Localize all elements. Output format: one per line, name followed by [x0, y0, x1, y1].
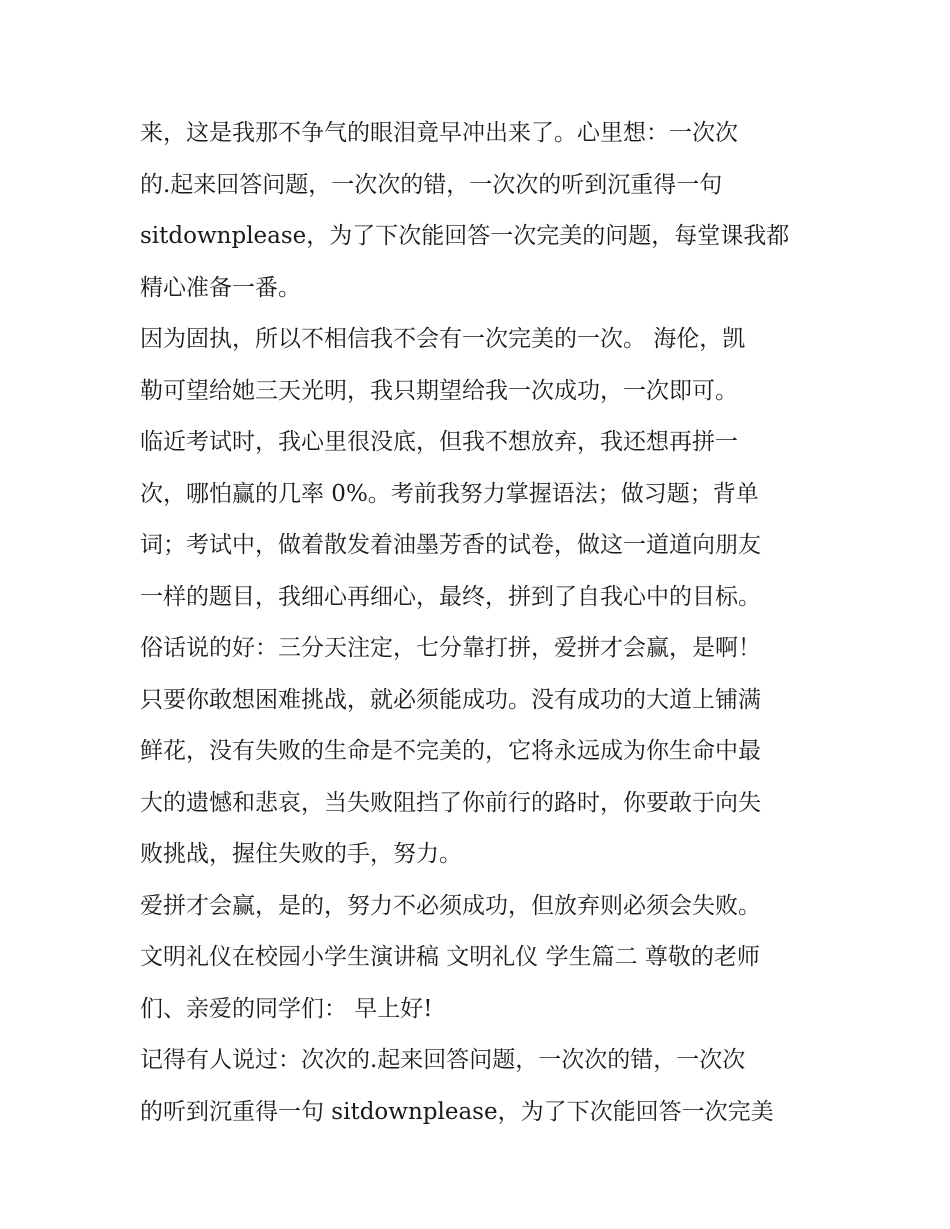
text-line: 因为固执，所以不相信我不会有一次完美的一次。 海伦，凯	[140, 326, 746, 352]
text-line: 次，哪怕赢的几率 0%。考前我努力掌握语法；做习题；背单	[140, 480, 759, 507]
text-line: 俗话说的好：三分天注定，七分靠打拼，爱拼才会赢，是啊！	[140, 635, 761, 661]
text-line: 鲜花，没有失败的生命是不完美的，它将永远成为你生命中最	[140, 738, 761, 764]
body-text	[140, 108, 830, 1138]
text-line: 的.起来回答问题，一次次的错，一次次的听到沉重得一句	[140, 171, 723, 198]
text-line: 精心准备一番。	[140, 274, 301, 301]
text-line: 只要你敢想困难挑战，就必须能成功。没有成功的大道上铺满	[140, 686, 761, 713]
text-line: 爱拼才会赢，是的，努力不必须成功，但放弃则必须会失败。	[140, 892, 761, 919]
text-line: 败挑战，握住失败的手，努力。	[140, 841, 462, 867]
text-line: 大的遗憾和悲哀，当失败阻挡了你前行的路时，你要敢于向失	[140, 789, 761, 816]
text-line: 来，这是我那不争气的眼泪竟早冲出来了。心里想：一次次	[140, 120, 738, 146]
text-line: sitdownplease，为了下次能回答一次完美的问题，每堂课我都	[140, 223, 790, 249]
text-line: 的听到沉重得一句 sitdownplease，为了下次能回答一次完美	[140, 1098, 774, 1125]
text-line: 记得有人说过：次次的.起来回答问题，一次次的错，一次次	[140, 1047, 746, 1073]
text-line: 文明礼仪在校园小学生演讲稿 文明礼仪 学生篇二 尊敬的老师	[140, 944, 760, 970]
text-line: 们、亲爱的同学们： 早上好!	[140, 995, 433, 1022]
text-line: 临近考试时，我心里很没底，但我不想放弃，我还想再拼一	[140, 429, 738, 455]
text-line: 一样的题目，我细心再细心，最终，拼到了自我心中的目标。	[140, 583, 761, 610]
text-line: 词；考试中，做着散发着油墨芳香的试卷，做这一道道向朋友	[140, 532, 761, 558]
text-line: 勒可望给她三天光明，我只期望给我一次成功，一次即可。	[140, 377, 738, 404]
